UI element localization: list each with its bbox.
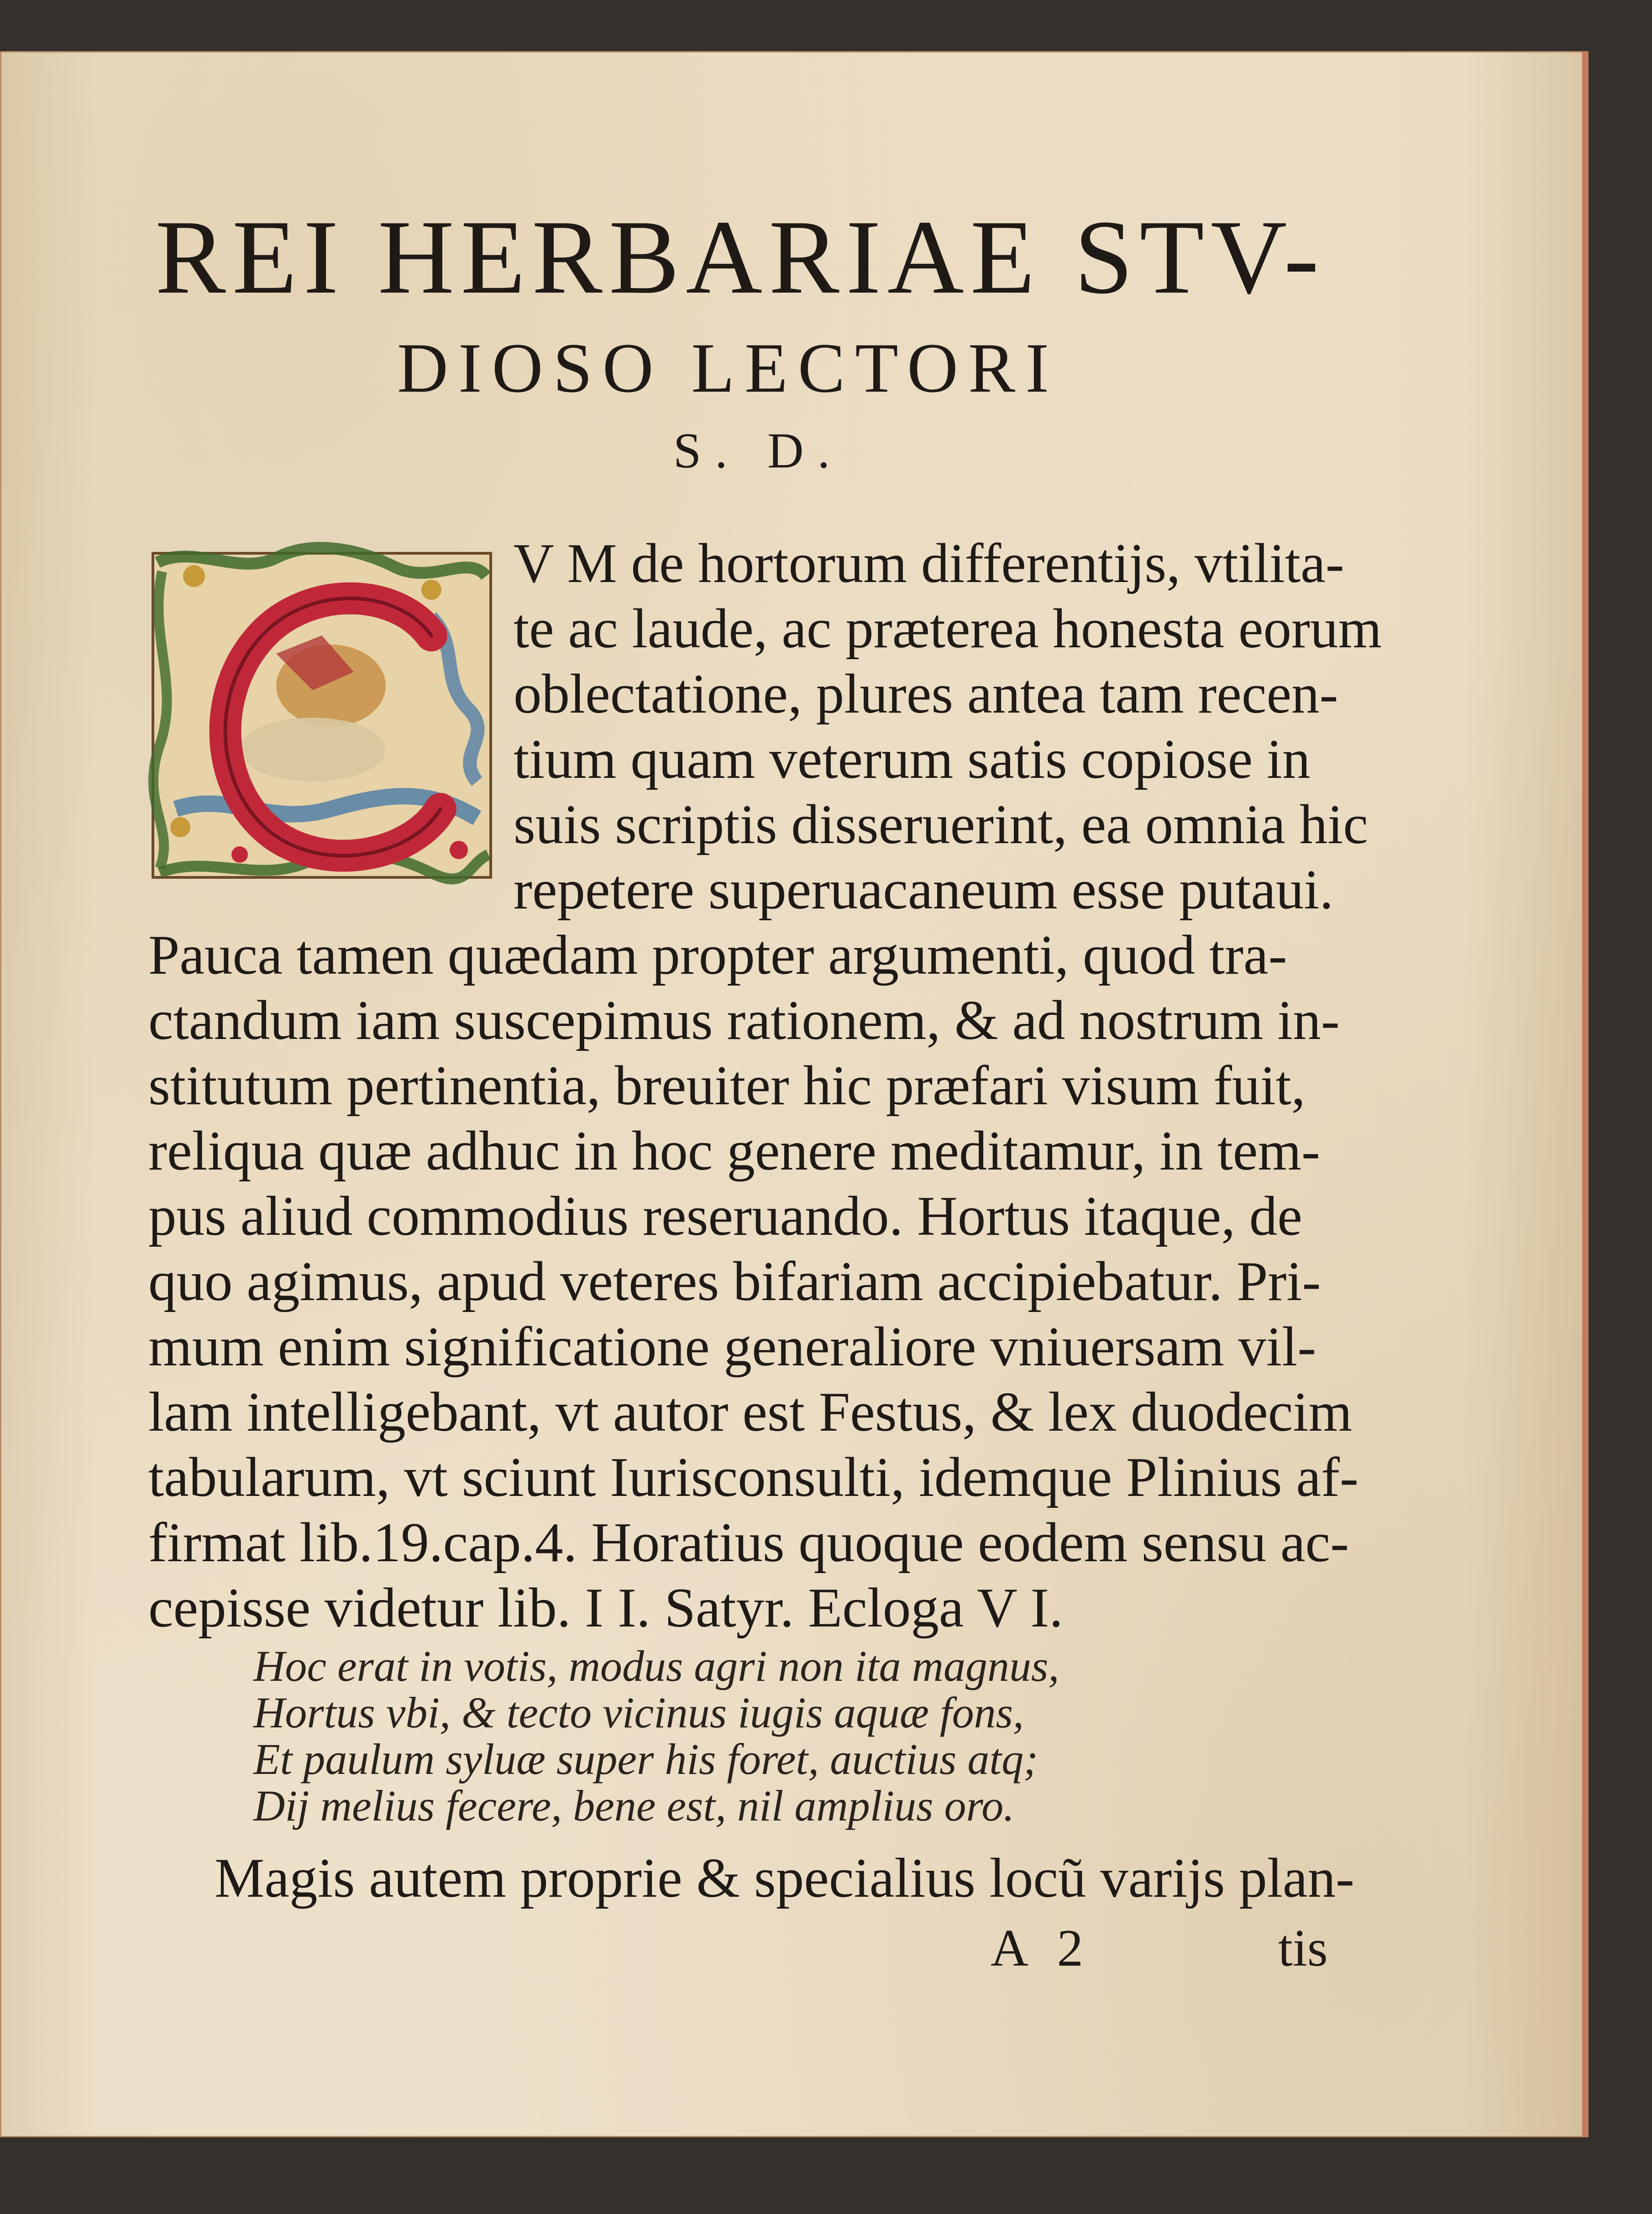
- body-line-11: cepisse videtur lib. I I. Satyr. Ecloga V I.: [148, 1576, 1064, 1639]
- body-line-8: lam intelligebant, vt autor est Festus, & lex duodecim: [148, 1380, 1353, 1443]
- body-line-6: quo agimus, apud veteres bifariam accipiebatur. Pri-: [148, 1250, 1321, 1312]
- verse-line-1: Hoc erat in votis, modus agri non ita magnus,: [253, 1642, 1059, 1690]
- signature-mark: A 2: [991, 1919, 1092, 1977]
- body-line-3: stitutum pertinentia, breuiter hic præfari visum fuit,: [148, 1054, 1306, 1117]
- decorated-initial-c: [139, 529, 504, 896]
- closing-line: Magis autem proprie & specialius locũ varijs plan-: [215, 1847, 1354, 1909]
- drop-cap-line-1: V M de hortorum differentijs, vtilita-: [514, 532, 1344, 594]
- body-line-1: Pauca tamen quædam propter argumenti, quod tra-: [148, 923, 1287, 986]
- verse-line-2: Hortus vbi, & tecto vicinus iugis aquæ fons,: [253, 1688, 1024, 1737]
- title-line-2: DIOSO LECTORI: [397, 329, 1059, 407]
- body-line-5: pus aliud commodius reseruando. Hortus itaque, de: [148, 1185, 1302, 1247]
- title-line-3: S. D.: [673, 423, 844, 478]
- drop-cap-line-5: suis scriptis disseruerint, ea omnia hic: [514, 793, 1368, 855]
- body-line-7: mum enim significatione generaliore vniuersam vil-: [148, 1315, 1316, 1378]
- page-edge: [1582, 51, 1589, 2137]
- title-line-1: REI HERBARIAE STV-: [155, 199, 1326, 316]
- initial-letter: C: [139, 529, 144, 537]
- drop-cap-line-4: tium quam veterum satis copiose in: [514, 728, 1311, 790]
- body-line-4: reliqua quæ adhuc in hoc genere meditamur, in tem-: [148, 1119, 1320, 1182]
- body-line-2: ctandum iam suscepimus rationem, & ad nostrum in-: [148, 989, 1340, 1051]
- book-page: [0, 51, 1589, 2137]
- drop-cap-line-2: te ac laude, ac præterea honesta eorum: [514, 597, 1382, 660]
- drop-cap-line-3: oblectatione, plures antea tam recen-: [514, 662, 1338, 725]
- drop-cap-line-6: repetere superuacaneum esse putaui.: [514, 858, 1334, 921]
- verse-line-3: Et paulum syluæ super his foret, auctius atq;: [253, 1735, 1038, 1784]
- catchword: tis: [1278, 1919, 1328, 1977]
- body-line-10: firmat lib.19.cap.4. Horatius quoque eodem sensu ac-: [148, 1511, 1349, 1574]
- verse-line-4: Dij melius fecere, bene est, nil amplius oro.: [253, 1781, 1015, 1830]
- body-line-9: tabularum, vt sciunt Iurisconsulti, idemque Plinius af-: [148, 1446, 1358, 1508]
